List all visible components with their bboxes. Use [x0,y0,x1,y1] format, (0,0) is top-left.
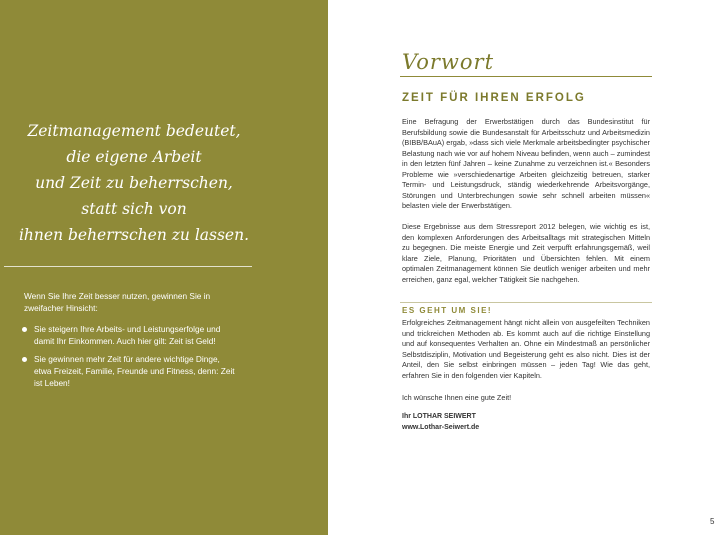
benefit-list [22,323,236,395]
left-page-panel [0,0,328,535]
section-divider [400,302,652,303]
quote [10,118,258,248]
intro-text: Wenn Sie Ihre Zeit besser nutzen, gewinnen Sie in zweifacher Hinsicht: [24,291,211,313]
page-title: Vorwort [402,50,495,74]
paragraph-3: Erfolgreiches Zeitmanagement hängt nicht allein von ausgefeilten Techniken und trickreichen Methoden ab. Es kommt auch auf die richtige Einstellung und auf konsequentes Verhalten an. Ohne ein Mindestmaß an persönlicher Selbstdisziplin, Motivation und Begeisterung geht es also nicht. Dies ist der Anteil, den Sie selbst einbringen müssen – jeden Tag! Wie das geht, erfahren Sie in den folgenden vier Kapiteln. [402,318,650,380]
page-number: 5 [710,517,715,526]
quote-line: statt sich von [81,200,187,218]
bullet-icon [22,327,27,332]
signature: Ihr LOTHAR SEIWERT [402,413,476,420]
quote-divider [4,266,252,267]
quote-line: Zeitmanagement bedeutet, [27,122,241,140]
list-item [22,323,236,347]
quote-line: die eigene Arbeit [66,148,202,166]
title-divider [400,76,652,77]
section-heading: ES GEHT UM SIE! [402,306,493,315]
subtitle: ZEIT FÜR IHREN ERFOLG [402,92,586,104]
quote-line: ihnen beherrschen zu lassen. [18,226,250,244]
paragraph-1: Eine Befragung der Erwerbstätigen durch das Bundesinstitut für Berufsbildung sowie die Bundesanstalt für Arbeitsschutz und Arbeitsmedizin (BIBB/BAuA) ergab, »dass sich viele Merkmale arbeitsbedingter psychischer Belastung nach wie vor auf hohem Niveau befinden, wenn auch – zumindest in den letzten fünf Jahren – keine Zunahme zu verzeichnen ist.« Besonders Probleme wie »verschiedenartige Arbeiten gleichzeitig betreuen, starker Termin- und Leistungsdruck, ständig wiederkehrende Arbeitsvorgänge, Störungen und Unterbrechungen sowie sehr schnell arbeiten müssen« belasten viele der Erwerbstätigen. [402,117,650,210]
closing-line: Ich wünsche Ihnen eine gute Zeit! [402,393,512,402]
list-item-text: Sie steigern Ihre Arbeits- und Leistungserfolge und damit Ihr Einkommen. Auch hier gilt: Zeit ist Geld! [34,324,221,346]
website-link[interactable]: www.Lothar-Seiwert.de [402,424,480,431]
list-item-text: Sie gewinnen mehr Zeit für andere wichtige Dinge, etwa Freizeit, Familie, Freunde und Fitness, denn: Zeit ist Leben! [34,354,235,388]
list-item [22,353,236,389]
quote-line: und Zeit zu beherrschen, [35,174,233,192]
paragraph-2: Diese Ergebnisse aus dem Stressreport 2012 belegen, wie wichtig es ist, den komplexen Anforderungen des Arbeitsalltags mit strategischen Mitteln zu begegnen. Die meiste Energie und Zeit verpufft erfahrungsgemäß, weil klare Ziele, Planung, Prioritäten und Übersichten fehlen. Mit einem optimalen Zeitmanagement können Sie deutlich weniger arbeiten und mehr erreichen, ganz egal, welcher Tätigkeit Sie nachgehen. [402,222,650,284]
bullet-icon [22,357,27,362]
right-page-panel [400,0,652,535]
